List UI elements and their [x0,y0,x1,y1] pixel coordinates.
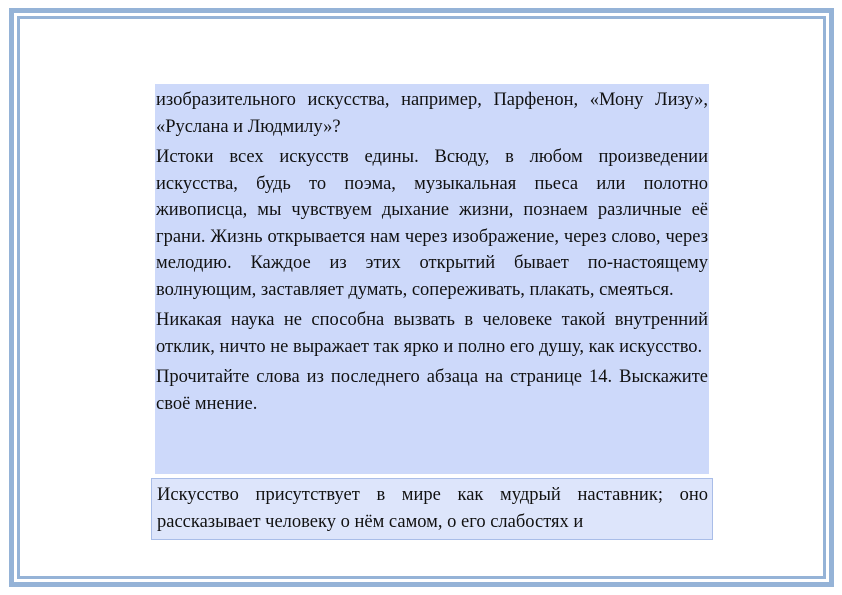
quote-text-block [151,478,713,540]
paragraph-science-vs-art: Никакая наука не способна вызвать в человеке такой внутренний отклик, ничто не выражает так ярко и полно его душу, как искусство. [156,310,708,357]
paragraph-origins-of-arts: Истоки всех искусств едины. Всюду, в любом произведении искусства, будь то поэма, музыкальная пьеса или полотно живописца, мы чувствуем дыхание жизни, познаем различные её грани. Жизнь открывается нам через изображение, через слово, через мелодию. Каждое из этих открытий бывает по-настоящему волнующим, заставляет думать, сопереживать, плакать, смеяться. [156,147,708,300]
main-text-block [155,84,709,474]
paragraph-art-as-mentor: Искусство присутствует в мире как мудрый наставник; оно рассказывает человеку о нём самом, о его слабостях и [157,485,708,532]
paragraph-continuation: изобразительного искусства, например, Парфенон, «Мону Лизу», «Руслана и Людмилу»? [156,90,708,137]
paragraph-task: Прочитайте слова из последнего абзаца на странице 14. Выскажите своё мнение. [156,367,708,414]
